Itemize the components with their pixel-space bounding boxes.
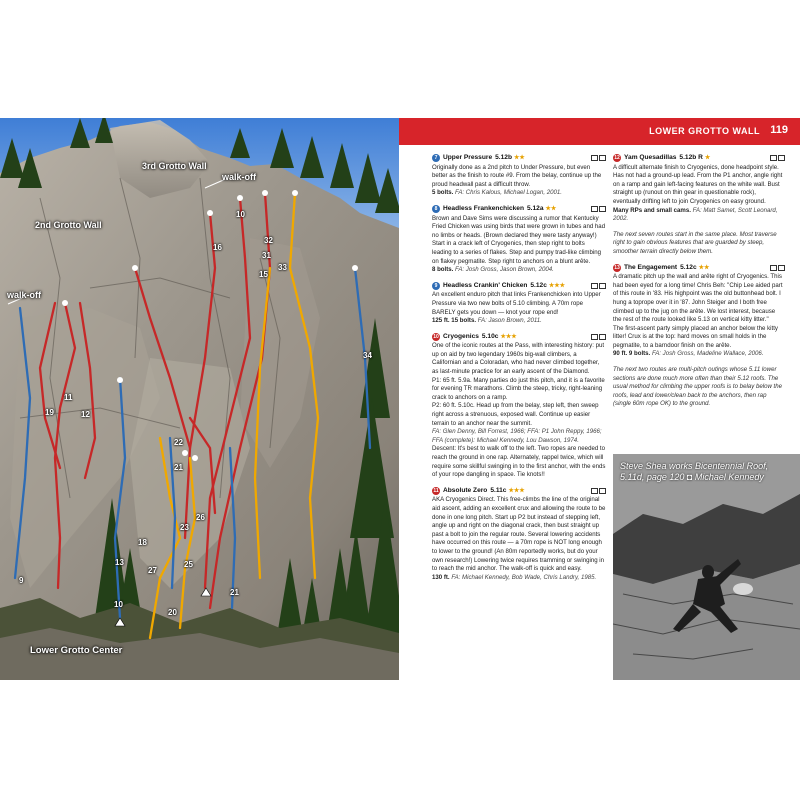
route-number-marker: 9 [19,576,24,585]
route-name: Upper Pressure [443,154,493,161]
route-number-badge: 13 [614,264,620,271]
guidebook-page [399,118,800,680]
label-2nd-grotto-wall: 2nd Grotto Wall [35,220,102,230]
route-number-marker: 33 [278,263,287,272]
route-entry [432,282,606,326]
route-number-marker: 15 [259,270,268,279]
route-description: Originally done as a 2nd pitch to Under Pressure, but even better as the finish to route #9. From the belay, continue up the proud headwall past a difficult throw. [432,163,602,188]
route-description: A difficult alternate finish to Cryogenics, done headpoint style. Has not had a ground-up lead. From the P1 anchor, angle right on a ramp and gain left-facing features on the white wall. Bust straight up (runout on thin gear in questionable rock), eventually drifting left to join Cryogenics on easy ground. [613,163,783,205]
section-title: LOWER GROTTO WALL [649,126,760,136]
route-number-marker: 18 [138,538,147,547]
route-description: AKA Cryogenics Direct. This free-climbs the line of the original aid ascent, adding an excellent crux and allowing the route to be done in one long pitch. Start up P2 but instead of stepping left, angle up and right on the diagonal crack, then bust straight up past a bolt to join the regular route. Several lowering accidents have occurred on this route — a 70m rope is NOT long enough to lower to the ground! (An 80m reportedly works, but do your own research!) Lowering twice requires tramming or swinging in to reach the mid anchor. The walk-off is quick and easy. [432,496,606,573]
route-entry [432,487,606,583]
route-fa [613,350,785,359]
route-number-marker: 20 [168,608,177,617]
route-fa [432,189,606,198]
route-fa [613,207,785,224]
route-number-marker: 23 [180,523,189,532]
route-fa [432,574,606,583]
route-grade: 5.12b R [679,154,703,161]
route-length: 125 ft. 15 bolts. [432,317,477,325]
traverse-note: The next seven routes start in the same place. Most traverse right to gain obvious features that are guarded by steep, smoother terrain directly below them. [613,230,777,255]
route-number-marker: 26 [196,513,205,522]
route-entry [432,154,606,198]
route-number-marker: 21 [174,463,183,472]
route-description: A dramatic pitch up the wall and arête right of Cryogenics. This had been eyed for a long time! Chris Beh: "Chip Lee aided part of this route in '83. His highpoint was the old buttonhead bolt. I hung a toprope over it in '87. John Steiger and I both free climbed up to the jug on the arête. We lost interest, because the rest of the route looked like 5.13 on vertical kitty litter." [613,273,783,324]
inset-photo-svg [613,454,800,680]
route-heading [432,282,606,291]
route-fa [432,317,606,326]
route-number-badge: 11 [433,488,439,495]
route-pitch-2: P2: 60 ft. 5.10c. Head up from the belay, step left, then sweep right across a strenuous, exposed wall. Continue up easier terrain to an anchor near the summit. [432,402,599,427]
route-first-ascent: FA: Josh Gross, Madeline Wallace, 2006. [651,350,764,358]
crag-topo-svg [0,118,399,680]
route-heading [432,205,606,214]
label-lower-grotto-center: Lower Grotto Center [30,645,123,656]
star-rating: ★★ [545,205,557,212]
text-column-left [432,154,606,589]
inset-caption-line-1: Steve Shea works Bicentennial Roof, [620,461,769,471]
route-entry [432,205,606,275]
route-pitch-1: P1: 65 ft. 5.9a. Many parties do just this pitch, and it is a favorite for evening TR marathons. Climb the steep, tricky, right-leaning crack to anchors on a ramp. [432,376,605,401]
route-length: 8 bolts. [432,266,454,274]
route-number-marker: 19 [45,408,54,417]
route-first-ascent: FA: Glen Denny, Bill Forrest, 1966; FFA: P1 John Reppy, 1966; FFA (complete): Michael Kennedy, Lou Dawson, 1974. [432,428,602,444]
tick-boxes[interactable] [770,265,785,271]
page-number: 119 [770,124,788,136]
route-number-badge: 12 [614,155,620,162]
route-length: 5 bolts. [432,189,454,197]
route-number-marker: 27 [148,566,157,575]
route-number-badge: 8 [432,205,440,213]
route-number-marker: 34 [363,351,372,360]
star-rating: ★★★ [500,333,517,340]
route-number-marker: 10 [236,210,245,219]
route-number-marker: 25 [184,560,193,569]
label-3rd-grotto-wall: 3rd Grotto Wall [142,161,207,171]
route-number-badge: 9 [432,282,440,290]
route-number-marker: 11 [64,393,73,402]
multipitch-note: The next two routes are multi-pitch outings whose 5.11 lower sections are done much more often than their 5.12 roofs. The usual method for climbing the upper roofs is to belay below the roofs, lead and lower/clean back to the anchors, then rap (single 60m rope OK) to the ground. [613,366,783,408]
route-description: Brown and Dave Sims were discussing a rumor that Kentucky Fried Chicken was using birds that were grown in tubes and had no limbs or heads. (Brown declared they were tasty anyway!) Start in a crack left of Cryogenics, then step right to bolts leading to a series of flakes. Step and pumpy trad-like climbing on flakey pegmatite. Step right to anchors on a blunt arête. [432,214,606,265]
book-spread [0,118,800,680]
star-rating: ★★★ [508,487,525,494]
star-rating: ★★★ [548,282,566,289]
text-column-right [613,154,785,416]
label-walk-off-left: walk-off [7,290,42,300]
star-rating: ★★ [513,155,525,161]
page-header [399,118,800,145]
route-name: The Engagement [624,263,678,271]
tick-boxes[interactable] [591,283,606,289]
route-first-ascent: FA: Michael Kennedy, Bob Wade, Chris Landry, 1985. [451,573,597,581]
route-first-ascent: FA: Jason Brown, 2011. [477,317,542,325]
route-number-marker: 13 [115,558,124,567]
route-number-marker: 22 [174,438,183,447]
route-name: Headless Frankenchicken [443,204,524,212]
route-descent: Descent: It's best to walk off to the left. Two ropes are needed to reach the ground in one rap. Alternately, rappel twice, which will require some skillful swinging in to the first anchor, with the ends of your rope dangling in space. Tie knots!! [432,445,606,479]
route-number-marker: 21 [230,588,239,597]
route-number-badge: 10 [433,333,439,340]
route-name: Headless Crankin' Chicken [443,281,528,289]
tick-boxes[interactable] [591,488,606,494]
route-heading [432,487,606,496]
route-number-marker: 16 [213,243,222,252]
crag-topo-photo [0,118,399,680]
route-heading [432,333,606,342]
route-fa [432,266,606,275]
route-entry [613,264,785,360]
route-description: One of the iconic routes at the Pass, with interesting history: put up on aid by two legendary 1960s big-wall climbers, a Californian and a Coloradan, who had never climbed together, as last-minute practice for an early ascent of the Diamond. [432,342,605,376]
route-number-marker: 12 [81,410,90,419]
route-number-marker: 32 [264,236,273,245]
route-grade: 5.12c [530,281,547,289]
tick-boxes[interactable] [770,155,785,161]
route-grade: 5.12a [527,204,544,212]
route-grade: 5.10c [481,332,499,340]
route-description-2: The first-ascent party simply placed an anchor below the kitty litter! Crux is at the top: hard moves on small holds in the pegmatite, to a barndoor finish on the arête. [613,324,778,349]
route-length: 130 ft. [432,573,450,581]
tick-boxes[interactable] [591,334,606,340]
route-grade: 5.11c [490,486,507,494]
inset-caption-line-2: 5.11d, page 120 ◘ Michael Kennedy [620,472,764,482]
route-grade: 5.12b [495,154,512,161]
route-heading [613,264,785,273]
route-name: Cryogenics [443,332,479,340]
route-number-badge: 7 [432,154,440,162]
route-entry [432,333,606,480]
route-entry [613,154,785,224]
route-description: An excellent enduro pitch that links Frankenchicken into Upper Pressure via two new bolts of 5.10 climbing. A 70m rope BARELY gets you down — knot your rope end! [432,291,601,316]
route-first-ascent: FA: Josh Gross, Jason Brown, 2004. [455,266,554,274]
route-grade: 5.12c [680,263,697,271]
route-name: Yam Quesadillas [624,154,677,161]
route-first-ascent: FA: Matt Samet, Scott Leonard, 2002. [613,206,778,223]
tick-boxes[interactable] [591,206,606,212]
route-heading [432,154,606,163]
route-heading [613,154,785,163]
inset-caption [620,461,768,483]
label-walk-off-top: walk-off [222,172,257,182]
star-rating: ★★ [698,264,710,271]
route-gear: Many RPs and small cams. [613,206,691,214]
route-number-marker: 31 [262,251,271,260]
inset-photo [613,454,800,680]
route-number-marker: 10 [114,600,123,609]
route-first-ascent: FA: Chris Kalous, Michael Logan, 2001. [455,189,562,197]
route-name: Absolute Zero [443,486,488,494]
star-rating: ★ [704,155,711,161]
route-length: 90 ft. 9 bolts. [613,350,651,358]
tick-boxes[interactable] [591,155,606,161]
